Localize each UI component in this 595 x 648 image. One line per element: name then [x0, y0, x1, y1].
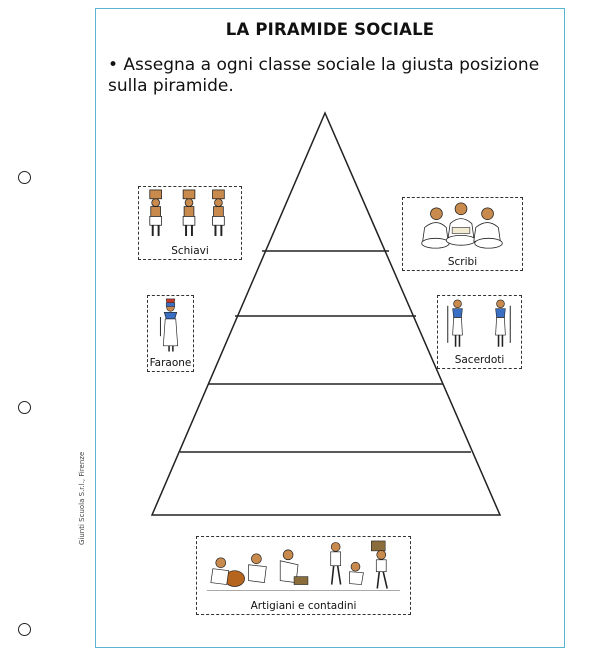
card-scribi[interactable] — [402, 197, 523, 271]
card-label: Artigiani e contadini — [250, 600, 357, 612]
card-label: Sacerdoti — [454, 354, 505, 366]
card-artigiani-contadini[interactable] — [196, 536, 411, 615]
page-title: LA PIRAMIDE SOCIALE — [225, 20, 435, 39]
card-label: Schiavi — [171, 245, 209, 257]
worker-figure-icon — [197, 537, 410, 599]
card-sacerdoti[interactable] — [437, 295, 522, 369]
card-label: Scribi — [447, 256, 478, 268]
instruction-text: • Assegna a ogni classe sociale la giusta posizione sulla piramide. — [108, 55, 540, 96]
pharaoh-figure-icon — [148, 296, 193, 354]
priest-figure-icon — [438, 296, 521, 353]
card-label: Faraone — [149, 357, 192, 369]
card-schiavi[interactable] — [138, 186, 242, 260]
card-faraone[interactable] — [147, 295, 194, 372]
slave-figure-icon — [139, 187, 241, 244]
publisher-credit: Giunti Scuola S.r.l., Firenze — [78, 451, 86, 545]
scribe-figure-icon — [403, 198, 522, 255]
